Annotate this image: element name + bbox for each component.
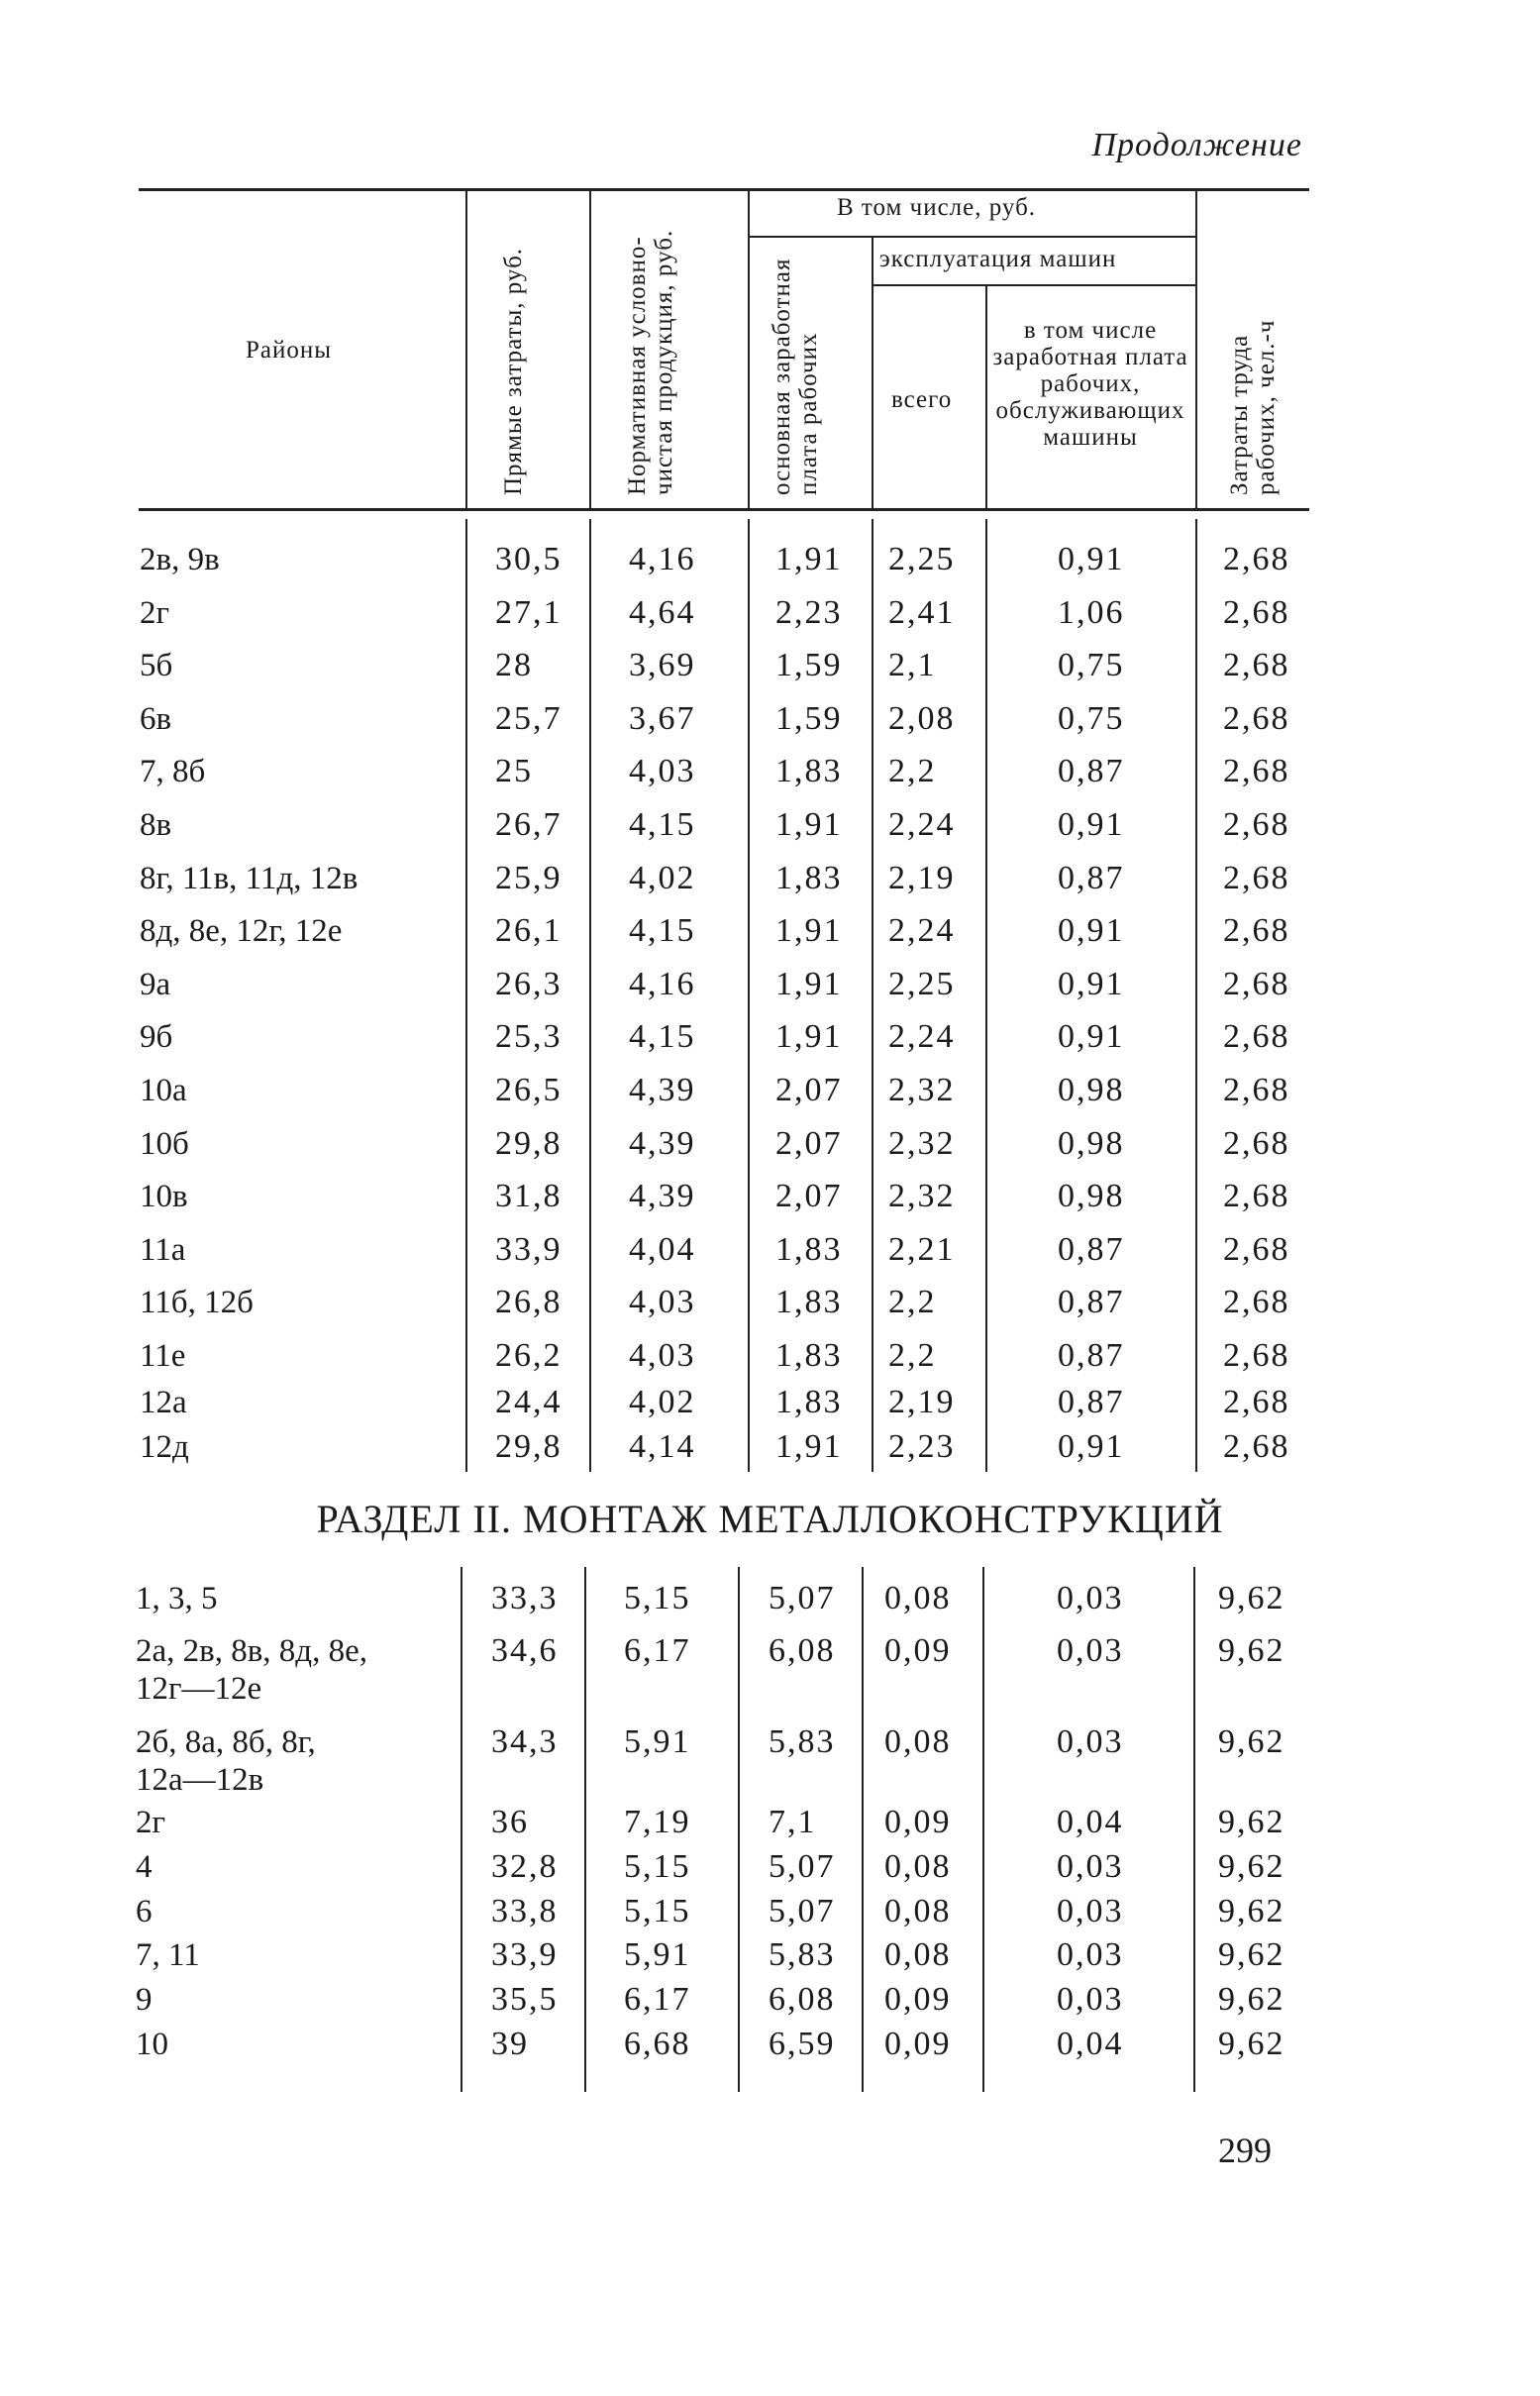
value-cell: 26,2 xyxy=(495,1337,563,1374)
value-cell: 2,07 xyxy=(775,1072,843,1108)
value-cell: 9,62 xyxy=(1218,2026,1285,2062)
value-cell: 33,3 xyxy=(491,1580,559,1616)
value-cell: 0,87 xyxy=(1058,1231,1125,1268)
value-cell: 2,68 xyxy=(1223,1072,1290,1108)
header-direct-costs: Прямые затраты, руб. xyxy=(500,247,527,495)
value-cell: 4,64 xyxy=(629,594,696,631)
value-cell: 0,87 xyxy=(1058,1384,1125,1420)
value-cell: 2,24 xyxy=(888,1018,956,1055)
region-cell: 9б xyxy=(140,1019,173,1055)
value-cell: 39 xyxy=(491,2026,529,2062)
value-cell: 0,08 xyxy=(884,1936,952,1973)
value-cell: 9,62 xyxy=(1218,1981,1285,2018)
value-cell: 25,3 xyxy=(495,1018,563,1055)
value-cell: 26,1 xyxy=(495,912,563,949)
value-cell: 4,02 xyxy=(629,860,696,896)
value-cell: 26,7 xyxy=(495,806,563,843)
value-cell: 2,68 xyxy=(1223,1231,1290,1268)
value-cell: 5,91 xyxy=(624,1936,691,1973)
header-machine-operation: эксплуатация машин xyxy=(879,246,1117,272)
region-cell: 7, 11 xyxy=(136,1937,200,1973)
value-cell: 2,19 xyxy=(888,860,956,896)
value-cell: 5,15 xyxy=(624,1580,691,1616)
value-cell: 0,08 xyxy=(884,1893,952,1929)
continuation-label: Продолжение xyxy=(1091,127,1302,163)
header-bottom-rule xyxy=(139,508,1309,511)
value-cell: 33,8 xyxy=(491,1893,559,1929)
value-cell: 31,8 xyxy=(495,1178,563,1214)
value-cell: 0,87 xyxy=(1058,1337,1125,1374)
value-cell: 5,07 xyxy=(769,1848,836,1885)
value-cell: 0,98 xyxy=(1058,1125,1125,1162)
value-cell: 9,62 xyxy=(1218,1848,1285,1885)
value-cell: 29,8 xyxy=(495,1125,563,1162)
header-including-group: В том числе, руб. xyxy=(837,194,1037,221)
region-cell: 4 xyxy=(136,1849,153,1885)
region-cell: 2в, 9в xyxy=(140,542,220,577)
column-divider xyxy=(872,519,873,1472)
value-cell: 0,87 xyxy=(1058,753,1125,789)
value-cell: 2,68 xyxy=(1223,860,1290,896)
value-cell: 2,68 xyxy=(1223,966,1290,1002)
value-cell: 2,68 xyxy=(1223,594,1290,631)
region-cell: 8г, 11в, 11д, 12в xyxy=(140,861,359,896)
value-cell: 0,08 xyxy=(884,1580,952,1616)
value-cell: 2,32 xyxy=(888,1072,956,1108)
region-cell: 10в xyxy=(140,1179,188,1214)
region-cell: 6в xyxy=(140,701,172,737)
value-cell: 0,09 xyxy=(884,1804,952,1840)
value-cell: 2,68 xyxy=(1223,806,1290,843)
value-cell: 4,16 xyxy=(629,966,696,1002)
value-cell: 26,3 xyxy=(495,966,563,1002)
value-cell: 4,16 xyxy=(629,541,696,577)
region-cell: 11а xyxy=(140,1232,186,1268)
value-cell: 0,98 xyxy=(1058,1072,1125,1108)
region-cell: 1, 3, 5 xyxy=(136,1581,218,1616)
value-cell: 2,24 xyxy=(888,806,956,843)
machine-group-rule xyxy=(872,284,1195,286)
value-cell: 2,68 xyxy=(1223,647,1290,683)
value-cell: 0,04 xyxy=(1057,2026,1124,2062)
value-cell: 0,08 xyxy=(884,1848,952,1885)
value-cell: 2,2 xyxy=(888,1337,937,1374)
value-cell: 0,03 xyxy=(1057,1580,1124,1616)
value-cell: 7,1 xyxy=(769,1804,817,1840)
value-cell: 9,62 xyxy=(1218,1893,1285,1929)
value-cell: 0,04 xyxy=(1057,1804,1124,1840)
value-cell: 1,59 xyxy=(775,647,843,683)
value-cell: 2,68 xyxy=(1223,1125,1290,1162)
value-cell: 0,91 xyxy=(1058,1428,1125,1465)
value-cell: 6,08 xyxy=(769,1981,836,2018)
value-cell: 5,91 xyxy=(624,1723,691,1760)
value-cell: 28 xyxy=(495,647,533,683)
region-cell: 5б xyxy=(140,648,173,683)
value-cell: 5,83 xyxy=(769,1936,836,1973)
value-cell: 0,98 xyxy=(1058,1178,1125,1214)
value-cell: 0,87 xyxy=(1058,860,1125,896)
value-cell: 2,08 xyxy=(888,700,956,737)
value-cell: 1,91 xyxy=(775,1018,843,1055)
region-cell: 2б, 8а, 8б, 8г, 12а—12в xyxy=(136,1724,316,1798)
region-cell: 11б, 12б xyxy=(140,1285,254,1320)
value-cell: 2,68 xyxy=(1223,700,1290,737)
region-cell: 11е xyxy=(140,1338,186,1374)
value-cell: 0,08 xyxy=(884,1723,952,1760)
value-cell: 5,15 xyxy=(624,1848,691,1885)
header-labor: Затраты труда рабочих, чел.-ч xyxy=(1226,319,1280,495)
value-cell: 2,68 xyxy=(1223,1284,1290,1320)
value-cell: 9,62 xyxy=(1218,1723,1285,1760)
value-cell: 2,19 xyxy=(888,1384,956,1420)
value-cell: 2,07 xyxy=(775,1178,843,1214)
value-cell: 0,03 xyxy=(1057,1936,1124,1973)
value-cell: 2,23 xyxy=(888,1428,956,1465)
column-divider xyxy=(862,1567,864,2092)
value-cell: 1,83 xyxy=(775,1231,843,1268)
value-cell: 6,59 xyxy=(769,2026,836,2062)
value-cell: 2,32 xyxy=(888,1178,956,1214)
value-cell: 2,68 xyxy=(1223,1384,1290,1420)
region-cell: 8в xyxy=(140,807,172,843)
value-cell: 7,19 xyxy=(624,1804,691,1840)
value-cell: 0,09 xyxy=(884,2026,952,2062)
value-cell: 4,03 xyxy=(629,1284,696,1320)
value-cell: 1,83 xyxy=(775,753,843,789)
value-cell: 0,03 xyxy=(1057,1893,1124,1929)
value-cell: 1,91 xyxy=(775,1428,843,1465)
value-cell: 6,17 xyxy=(624,1632,691,1669)
value-cell: 0,75 xyxy=(1058,700,1125,737)
section2-title: РАЗДЕЛ II. МОНТАЖ МЕТАЛЛОКОНСТРУКЦИЙ xyxy=(316,1497,1224,1541)
value-cell: 1,83 xyxy=(775,1384,843,1420)
value-cell: 2,68 xyxy=(1223,1018,1290,1055)
value-cell: 4,15 xyxy=(629,912,696,949)
value-cell: 2,41 xyxy=(888,594,956,631)
value-cell: 0,91 xyxy=(1058,912,1125,949)
value-cell: 4,03 xyxy=(629,1337,696,1374)
value-cell: 0,03 xyxy=(1057,1848,1124,1885)
value-cell: 9,62 xyxy=(1218,1936,1285,1973)
value-cell: 2,68 xyxy=(1223,1428,1290,1465)
value-cell: 1,06 xyxy=(1058,594,1125,631)
value-cell: 6,08 xyxy=(769,1632,836,1669)
value-cell: 4,03 xyxy=(629,753,696,789)
header-machine-wage: в том числе заработная плата рабочих, обслуживающих машины xyxy=(992,317,1188,451)
header-divider xyxy=(589,190,591,509)
value-cell: 1,83 xyxy=(775,860,843,896)
value-cell: 36 xyxy=(491,1804,529,1840)
value-cell: 29,8 xyxy=(495,1428,563,1465)
value-cell: 2,32 xyxy=(888,1125,956,1162)
header-divider xyxy=(465,190,467,509)
region-cell: 10 xyxy=(136,2027,168,2062)
value-cell: 0,87 xyxy=(1058,1284,1125,1320)
header-divider xyxy=(872,237,873,509)
value-cell: 4,02 xyxy=(629,1384,696,1420)
value-cell: 4,14 xyxy=(629,1428,696,1465)
header-normative-product: Нормативная условно-чистая продукция, руб. xyxy=(624,229,677,495)
value-cell: 2,68 xyxy=(1223,541,1290,577)
value-cell: 1,83 xyxy=(775,1284,843,1320)
value-cell: 0,91 xyxy=(1058,966,1125,1002)
value-cell: 3,67 xyxy=(629,700,696,737)
value-cell: 0,09 xyxy=(884,1632,952,1669)
value-cell: 2,68 xyxy=(1223,1337,1290,1374)
region-cell: 12д xyxy=(140,1429,189,1465)
value-cell: 35,5 xyxy=(491,1981,559,2018)
value-cell: 0,03 xyxy=(1057,1981,1124,2018)
value-cell: 1,91 xyxy=(775,541,843,577)
value-cell: 1,91 xyxy=(775,912,843,949)
value-cell: 27,1 xyxy=(495,594,563,631)
value-cell: 1,91 xyxy=(775,806,843,843)
table-top-rule xyxy=(139,188,1309,191)
column-divider xyxy=(985,519,987,1472)
value-cell: 9,62 xyxy=(1218,1632,1285,1669)
header-regions: Районы xyxy=(246,337,333,364)
value-cell: 26,5 xyxy=(495,1072,563,1108)
value-cell: 0,91 xyxy=(1058,541,1125,577)
region-cell: 10б xyxy=(140,1126,189,1162)
value-cell: 4,39 xyxy=(629,1072,696,1108)
column-divider xyxy=(748,519,750,1472)
value-cell: 4,15 xyxy=(629,806,696,843)
value-cell: 33,9 xyxy=(495,1231,563,1268)
region-cell: 6 xyxy=(136,1894,153,1929)
region-cell: 2а, 2в, 8в, 8д, 8е, 12г—12е xyxy=(136,1633,367,1707)
value-cell: 0,03 xyxy=(1057,1632,1124,1669)
value-cell: 1,91 xyxy=(775,966,843,1002)
value-cell: 2,2 xyxy=(888,753,937,789)
value-cell: 34,6 xyxy=(491,1632,559,1669)
page-number: 299 xyxy=(1218,2131,1272,2170)
value-cell: 25,7 xyxy=(495,700,563,737)
value-cell: 2,07 xyxy=(775,1125,843,1162)
region-cell: 2г xyxy=(140,595,170,631)
column-divider xyxy=(738,1567,740,2092)
value-cell: 2,23 xyxy=(775,594,843,631)
header-divider xyxy=(985,285,987,509)
value-cell: 4,15 xyxy=(629,1018,696,1055)
value-cell: 2,25 xyxy=(888,966,956,1002)
column-divider xyxy=(584,1567,586,2092)
value-cell: 3,69 xyxy=(629,647,696,683)
value-cell: 0,09 xyxy=(884,1981,952,2018)
value-cell: 1,59 xyxy=(775,700,843,737)
header-divider xyxy=(1195,190,1197,509)
region-cell: 12а xyxy=(140,1385,187,1420)
column-divider xyxy=(461,1567,462,2092)
value-cell: 2,68 xyxy=(1223,912,1290,949)
column-divider xyxy=(465,519,467,1472)
value-cell: 2,24 xyxy=(888,912,956,949)
value-cell: 0,91 xyxy=(1058,806,1125,843)
column-divider xyxy=(982,1567,984,2092)
value-cell: 25,9 xyxy=(495,860,563,896)
column-divider xyxy=(1193,1567,1195,2092)
value-cell: 6,17 xyxy=(624,1981,691,2018)
header-machine-total: всего xyxy=(891,386,953,413)
value-cell: 2,21 xyxy=(888,1231,956,1268)
value-cell: 25 xyxy=(495,753,533,789)
value-cell: 2,2 xyxy=(888,1284,937,1320)
value-cell: 5,07 xyxy=(769,1580,836,1616)
value-cell: 2,68 xyxy=(1223,1178,1290,1214)
value-cell: 33,9 xyxy=(491,1936,559,1973)
value-cell: 34,3 xyxy=(491,1723,559,1760)
value-cell: 2,68 xyxy=(1223,753,1290,789)
column-divider xyxy=(589,519,591,1472)
value-cell: 30,5 xyxy=(495,541,563,577)
value-cell: 32,8 xyxy=(491,1848,559,1885)
value-cell: 0,91 xyxy=(1058,1018,1125,1055)
value-cell: 5,83 xyxy=(769,1723,836,1760)
value-cell: 26,8 xyxy=(495,1284,563,1320)
value-cell: 5,07 xyxy=(769,1893,836,1929)
value-cell: 2,1 xyxy=(888,647,937,683)
value-cell: 1,83 xyxy=(775,1337,843,1374)
region-cell: 9а xyxy=(140,967,171,1002)
value-cell: 4,04 xyxy=(629,1231,696,1268)
region-cell: 2г xyxy=(136,1805,166,1840)
value-cell: 0,75 xyxy=(1058,647,1125,683)
value-cell: 0,03 xyxy=(1057,1723,1124,1760)
value-cell: 24,4 xyxy=(495,1384,563,1420)
value-cell: 4,39 xyxy=(629,1125,696,1162)
region-cell: 10а xyxy=(140,1073,187,1108)
header-basic-wage: основная заработная плата рабочих xyxy=(769,258,822,495)
column-divider xyxy=(1195,519,1197,1472)
value-cell: 9,62 xyxy=(1218,1580,1285,1616)
value-cell: 4,39 xyxy=(629,1178,696,1214)
region-cell: 8д, 8е, 12г, 12е xyxy=(140,913,343,949)
value-cell: 9,62 xyxy=(1218,1804,1285,1840)
value-cell: 5,15 xyxy=(624,1893,691,1929)
including-group-rule xyxy=(748,236,1195,238)
value-cell: 6,68 xyxy=(624,2026,691,2062)
region-cell: 7, 8б xyxy=(140,754,206,789)
region-cell: 9 xyxy=(136,1982,153,2018)
header-divider xyxy=(748,190,750,509)
value-cell: 2,25 xyxy=(888,541,956,577)
